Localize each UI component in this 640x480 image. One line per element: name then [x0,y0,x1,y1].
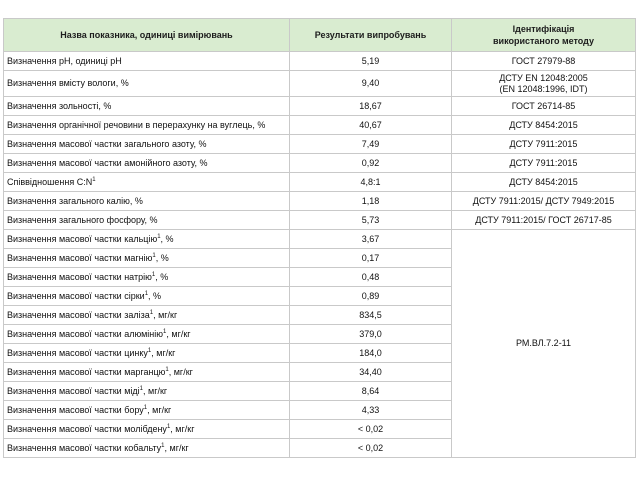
footnote-marker: 1 [152,252,156,259]
row-result: 4,8:1 [290,173,452,192]
row-indicator-name: Визначення зольності, % [4,97,290,116]
row-method: ДСТУ 7911:2015/ ГОСТ 26717-85 [452,211,636,230]
row-indicator-name: Визначення масової частки кобальту$^1$, мг/кг [4,439,290,458]
row-result: 9,40 [290,71,452,97]
row-indicator-name: Визначення масової частки марганцю$^1$, мг/кг [4,363,290,382]
row-result: 8,64 [290,382,452,401]
row-indicator-name: Визначення загального фосфору, % [4,211,290,230]
footnote-marker: 1 [163,328,167,335]
footnote-marker: 1 [139,385,143,392]
row-result: 7,49 [290,135,452,154]
table-row [4,230,636,249]
row-indicator-name: Визначення масової частки кальцію$^1$, % [4,230,290,249]
row-indicator-name: Визначення масової частки амонійного азоту, % [4,154,290,173]
table-row [4,211,636,230]
row-method: ДСТУ 8454:2015 [452,173,636,192]
table-row [4,71,636,97]
footnote-marker: 1 [147,347,152,354]
header-indicator-name: Назва показника, одиниці вимірювань [4,19,290,52]
row-method: ДСТУ 7911:2015 [452,135,636,154]
row-result: 18,67 [290,97,452,116]
row-indicator-name: Визначення масової частки заліза$^1$, мг/кг [4,306,290,325]
table-header-row [4,19,636,52]
row-result: 3,67 [290,230,452,249]
row-indicator-name: Визначення рН, одиниці рН [4,52,290,71]
row-result: 0,92 [290,154,452,173]
header-method-line2: використаного методу [493,36,594,46]
row-indicator-name: Визначення органічної речовини в перерахунку на вуглець, % [4,116,290,135]
row-indicator-name: Визначення масової частки міді$^1$, мг/кг [4,382,290,401]
row-method: ГОСТ 27979-88 [452,52,636,71]
row-indicator-name: Визначення масової частки бору$^1$, мг/кг [4,401,290,420]
row-result: 0,17 [290,249,452,268]
table-row [4,192,636,211]
row-indicator-name: Визначення загального калію, % [4,192,290,211]
merged-method-cell: РМ.ВЛ.7.2-11 [452,230,636,458]
table-row [4,173,636,192]
header-method-line1: Ідентифікація [512,24,575,34]
footnote-marker: 1 [143,404,148,411]
row-indicator-name: Визначення масової частки цинку$^1$, мг/кг [4,344,290,363]
row-method: ДСТУ 7911:2015 [452,154,636,173]
table-row [4,52,636,71]
footnote-marker: 1 [144,290,149,297]
table-row [4,154,636,173]
header-method-identification [452,19,636,52]
row-result: 5,73 [290,211,452,230]
row-indicator-name: Визначення вмісту вологи, % [4,71,290,97]
row-method: ДСТУ 7911:2015/ ДСТУ 7949:2015 [452,192,636,211]
row-method: ДСТУ 8454:2015 [452,116,636,135]
row-result: 5,19 [290,52,452,71]
test-results-table [3,18,636,458]
header-test-results: Результати випробувань [290,19,452,52]
row-result: 834,5 [290,306,452,325]
row-method-line1: ДСТУ EN 12048:2005 [499,72,588,83]
footnote-marker: 1 [166,423,171,430]
row-indicator-name: Визначення масової частки загального азоту, % [4,135,290,154]
row-result: < 0,02 [290,439,452,458]
row-result: 1,18 [290,192,452,211]
footnote-marker: 1 [149,309,154,316]
table-row [4,97,636,116]
row-result: < 0,02 [290,420,452,439]
footnote-marker: 1 [161,442,165,449]
row-indicator-name: Визначення масової частки натрію$^1$, % [4,268,290,287]
row-indicator-name: Визначення масової частки молібдену$^1$, мг/кг [4,420,290,439]
row-indicator-name: Визначення масової частки алюмінію$^1$, мг/кг [4,325,290,344]
row-result: 34,40 [290,363,452,382]
row-method-line2: (EN 12048:1996, IDT) [499,83,588,94]
row-result: 0,89 [290,287,452,306]
row-indicator-name: Співвідношення $C:N^1$ [4,173,290,192]
row-result: 40,67 [290,116,452,135]
row-result: 379,0 [290,325,452,344]
row-result: 0,48 [290,268,452,287]
row-result: 4,33 [290,401,452,420]
footnote-marker: 1 [151,271,156,278]
footnote-marker: 1 [165,366,169,373]
footnote-marker: 1 [157,233,161,240]
row-method: ГОСТ 26714-85 [452,97,636,116]
row-indicator-name: Визначення масової частки магнію$^1$, % [4,249,290,268]
row-result: 184,0 [290,344,452,363]
row-indicator-name: Визначення масової частки сірки$^1$, % [4,287,290,306]
table-row [4,116,636,135]
table-row [4,135,636,154]
row-method [452,71,636,97]
footnote-marker: 1 [92,176,96,183]
